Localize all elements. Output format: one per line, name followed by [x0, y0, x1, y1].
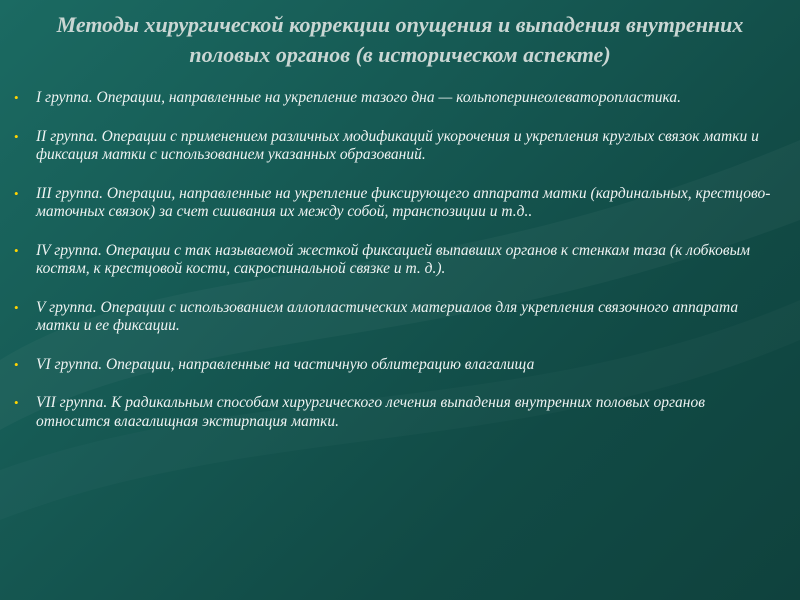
group-2-text: II группа. Операции с применением различных модификаций укорочения и укрепления круглых связок матки и фиксация матки с использованием указанных образований.	[36, 127, 759, 163]
group-1-text: I группа. Операции, направленные на укрепление тазого дна — кольпоперинеолеваторопластика.	[36, 89, 681, 106]
group-list	[14, 89, 774, 451]
list-item-group-7	[14, 394, 774, 431]
list-item-group-1	[14, 89, 774, 108]
group-4-text: IV группа. Операции с так называемой жесткой фиксацией выпавших органов к стенкам таза (к лобковым костям, к крестцовой кости, сакроспинальной связке и т. д.).	[36, 241, 750, 277]
list-item-group-3	[14, 185, 774, 222]
bullet-icon: •	[14, 185, 19, 201]
bullet-icon: •	[14, 242, 19, 258]
group-7-text: VII группа. К радикальным способам хирургического лечения выпадения внутренних половых органов относится влагалищная экстирпация матки.	[36, 394, 705, 430]
list-item-group-5	[14, 299, 774, 336]
list-item-group-4	[14, 242, 774, 279]
bullet-icon: •	[14, 90, 19, 105]
group-6-text: VI группа. Операции, направленные на частичную облитерацию влагалища	[36, 355, 535, 373]
bullet-icon: •	[14, 395, 19, 410]
list-item-group-6	[14, 356, 774, 375]
group-5-text: V группа. Операции с использованием аллопластических материалов для укрепления связочного аппарата матки и ее фиксации.	[36, 298, 739, 334]
list-item-group-2	[14, 128, 774, 165]
slide-title: Методы хирургической коррекции опущения и выпадения внутренних половых органов (в историческом аспекте)	[56, 12, 744, 67]
bullet-icon: •	[14, 128, 19, 144]
bullet-icon: •	[14, 356, 19, 372]
group-3-text: III группа. Операции, направленные на укрепление фиксирующего аппарата матки (кардинальных, крестцово-маточных связок) за счет сшивания их между собой, транспозиции и т.д..	[36, 184, 771, 220]
bullet-icon: •	[14, 299, 19, 315]
